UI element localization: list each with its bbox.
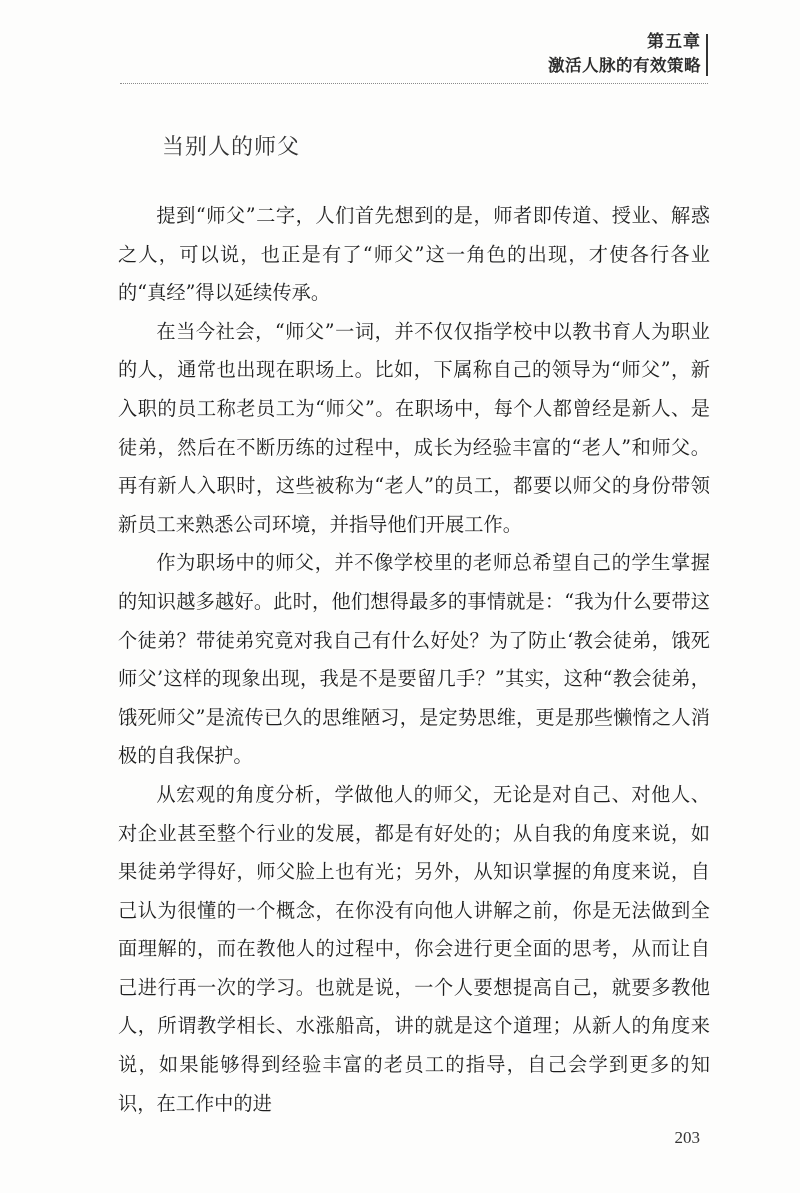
paragraph-3: 作为职场中的师父，并不像学校里的老师总希望自己的学生掌握的知识越多越好。此时，他们想得最多的事情就是：“我为什么要带这个徒弟？带徒弟究竟对我自己有什么好处？为了防止‘教会徒弟，饿死师父’这样的现象出现，我是不是要留几手？”其实，这种“教会徒弟，饿死师父”是流传已久的思维陋习，是定势思维，更是那些懒惰之人消极的自我保护。	[118, 551, 710, 768]
body-text	[118, 197, 710, 1123]
header-dotted-rule	[120, 83, 708, 84]
page-number: 203	[674, 1128, 700, 1147]
paragraph-4: 从宏观的角度分析，学做他人的师父，无论是对自己、对他人、对企业甚至整个行业的发展，都是有好处的；从自我的角度来说，如果徒弟学得好，师父脸上也有光；另外，从知识掌握的角度来说，自己认为很懂的一个概念，在你没有向他人讲解之前，你是无法做到全面理解的，而在教他人的过程中，你会进行更全面的思考，从而让自己进行再一次的学习。也就是说，一个人要想提高自己，就要多教他人，所谓教学相长、水涨船高，讲的就是这个道理；从新人的角度来说，如果能够得到经验丰富的老员工的指导，自己会学到更多的知识，在工作中的进	[118, 782, 710, 1115]
paragraph-2: 在当今社会，“师父”一词，并不仅仅指学校中以教书育人为职业的人，通常也出现在职场上。比如，下属称自己的领导为“师父”，新入职的员工称老员工为“师父”。在职场中，每个人都曾经是新人、是徒弟，然后在不断历练的过程中，成长为经验丰富的“老人”和师父。再有新人入职时，这些被称为“老人”的员工，都要以师父的身份带领新员工来熟悉公司环境，并指导他们开展工作。	[118, 319, 710, 536]
running-head-bar	[706, 34, 708, 76]
section-title: 当别人的师父	[162, 135, 301, 160]
chapter-title: 激活人脉的有效策略	[548, 56, 701, 75]
paragraph-1: 提到“师父”二字，人们首先想到的是，师者即传道、授业、解惑之人，可以说，也正是有了“师父”这一角色的出现，才使各行各业的“真经”得以延续传承。	[118, 204, 710, 305]
running-head	[548, 30, 701, 78]
chapter-number: 第五章	[647, 32, 701, 52]
